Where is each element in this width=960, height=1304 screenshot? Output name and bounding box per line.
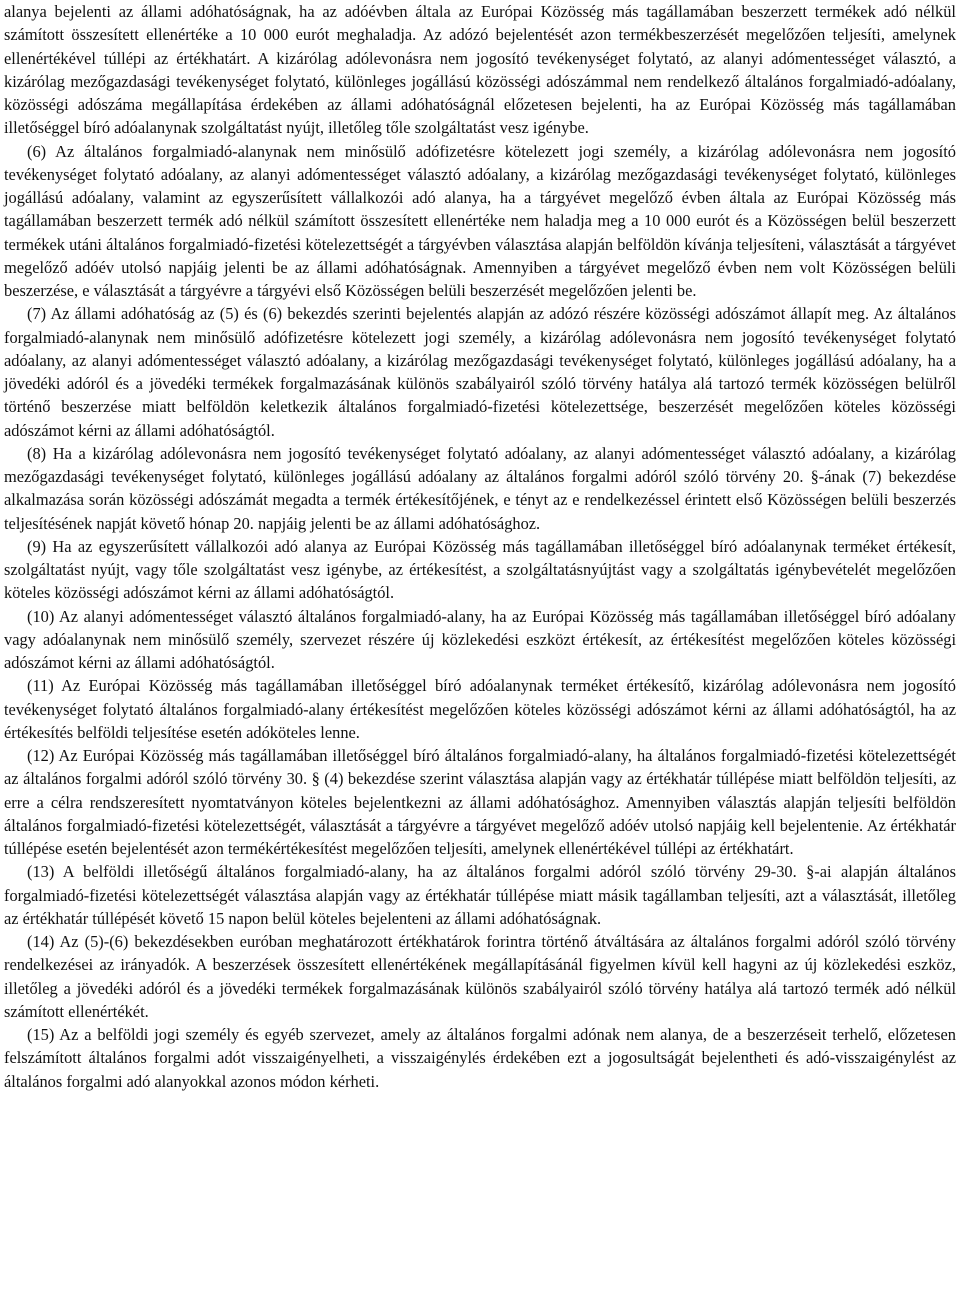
paragraph-continued-5: alanya bejelenti az állami adóhatóságnak, ha az adóévben általa az Európai Közösség más tagállamában beszerzett termékek adó nélkül számított összesített ellenértéke a 10 000 eurót meghaladja. Az adózó bejelentését azon termékbeszerzését megelőzően teljesíti, amelynek ellenértékével túllépi az értékhatárt. A kizárólag adólevonásra nem jogosító tevékenységet folytató, az alanyi adómentességet választó, a kizárólag mezőgazdasági tevékenységet folytató, különleges jogállású közösségi adószámmal nem rendelkező általános forgalmiadó-adóalany, közösségi adószáma megállapítása érdekében az állami adóhatóságnál előzetesen bejelenti, ha az Európai Közösség más tagállamában illetőséggel bíró adóalanynak szolgáltatást nyújt, illetőleg tőle szolgáltatást vesz igénybe. [4,2,956,138]
paragraph-6: (6) Az általános forgalmiadó-alanynak nem minősülő adófizetésre kötelezett jogi személy, a kizárólag adólevonásra nem jogosító tevékenységet folytató adóalany, az alanyi adómentességet választó adóalany, a kizárólag mezőgazdasági tevékenységet folytató, különleges jogállású adóalany, valamint az egyszerűsített vállalkozói adó alanya, ha a tárgyévet megelőző évben általa az Európai Közösség más tagállamában beszerzett termék adó nélkül számított összesített ellenértéke nem haladja meg a 10 000 eurót és a Közösségen belül beszerzett termékek utáni általános forgalmiadó-fizetési kötelezettségét a tárgyévben választása alapján belföldön kívánja teljesíteni, választását a tárgyévet megelőző adóév utolsó napjáig jelenti be az állami adóhatóságnak. Amennyiben a tárgyévet megelőző évben nem volt Közösségen belüli beszerzése, e választását a tárgyévre a tárgyévi első Közösségen belüli beszerzését megelőzően jelenti be. [4,141,956,300]
paragraph-14: (14) Az (5)-(6) bekezdésekben euróban meghatározott értékhatárok forintra történő átváltására az általános forgalmi adóról szóló törvény rendelkezései az irányadók. A beszerzések összesített ellenértékének megállapításánál figyelmen kívül kell hagyni az új közlekedési eszköz, illetőleg a jövedéki adóról és a jövedéki termékek forgalmazásának különös szabályairól szóló törvény hatálya alá tartozó termék adó nélkül számított ellenértékét. [4,932,956,1021]
paragraph-9: (9) Ha az egyszerűsített vállalkozói adó alanya az Európai Közösség más tagállamában illetőséggel bíró adóalanynak terméket értékesít, szolgáltatást nyújt, vagy tőle szolgáltatást vesz igénybe, az értékesítést, a szolgáltatásnyújtást vagy a szolgáltatás igénybevételét megelőzően köteles közösségi adószámot kérni az állami adóhatóságtól. [4,536,956,603]
paragraph-12: (12) Az Európai Közösség más tagállamában illetőséggel bíró általános forgalmiadó-alany, ha általános forgalmiadó-fizetési kötelezettségét az általános forgalmi adóról szóló törvény 30. § (4) bekezdése szerint választása alapján vagy az értékhatár túllépése miatt belföldön teljesíti, az erre a célra rendszeresített nyomtatványon köteles bejelentkezni az állami adóhatósághoz. Amennyiben választás alapján teljesíti belföldön általános forgalmiadó-fizetési kötelezettségét, választását a tárgyévre a tárgyévet megelőző adóév utolsó napjáig kell bejelentenie. Az értékhatár túllépése esetén bejelentését azon termékértékesítést megelőzően teljesíti, amelynek ellenértékével túllépi az értékhatárt. [4,746,956,858]
paragraph-8: (8) Ha a kizárólag adólevonásra nem jogosító tevékenységet folytató adóalany, az alanyi adómentességet választó adóalany, a kizárólag mezőgazdasági tevékenységet folytató, különleges jogállású adóalany az általános forgalmi adóról szóló törvény 20. §-ának (7) bekezdése alkalmazása során közösségi adószámát megadta a termék értékesítőjének, e tényt az e rendelkezéssel érintett első Közösségen belüli beszerzés teljesítésének napját követő hónap 20. napjáig jelenti be az állami adóhatósághoz. [4,443,956,533]
paragraph-15: (15) Az a belföldi jogi személy és egyéb szervezet, amely az általános forgalmi adónak nem alanya, de a beszerzéseit terhelő, előzetesen felszámított általános forgalmi adót visszaigényelheti, a visszaigénylés érdekében ezt a jogosultságát bejelentheti és adó-visszaigénylést az általános forgalmi adó alanyokkal azonos módon kérheti. [4,1025,956,1091]
paragraph-7: (7) Az állami adóhatóság az (5) és (6) bekezdés szerinti bejelentés alapján az adózó részére közösségi adószámot állapít meg. Az általános forgalmiadó-alanynak nem minősülő adófizetésre kötelezett jogi személy, a kizárólag adólevonásra nem jogosító tevékenységet folytató adóalany, az alanyi adómentességet választó adóalany, a kizárólag mezőgazdasági tevékenységet folytató, különleges jogállású adóalany, ha a jövedéki adóról és a jövedéki termékek forgalmazásának különös szabályairól szóló törvény hatálya alá tartozó termék közösségen belülről történő beszerzése miatt belföldön keletkezik általános forgalmiadó-fizetési kötelezettsége, beszerzését megelőzően köteles közösségi adószámot kérni az állami adóhatóságtól. [4,304,956,440]
paragraph-11: (11) Az Európai Közösség más tagállamában illetőséggel bíró adóalanynak terméket értékesítő, kizárólag adólevonásra nem jogosító tevékenységet folytató általános forgalmiadó-alany értékesítést megelőzően köteles közösségi adószámot kérni az állami adóhatóságtól, ha az értékesítés belföldi teljesítése esetén adóköteles lenne. [4,676,956,742]
paragraph-10: (10) Az alanyi adómentességet választó általános forgalmiadó-alany, ha az Európai Közösség más tagállamában illetőséggel bíró adóalany vagy adóalanynak nem minősülő személy, szervezet részére új közlekedési eszközt értékesít, az értékesítést megelőzően köteles közösségi adószámot kérni az állami adóhatóságtól. [4,606,956,672]
paragraph-13: (13) A belföldi illetőségű általános forgalmiadó-alany, ha az általános forgalmi adóról szóló törvény 29-30. §-ai alapján általános forgalmiadó-fizetési kötelezettségét választása alapján vagy az értékhatár túllépése miatt másik tagállamban teljesíti, azt a választását, illetőleg az értékhatár túllépését követő 15 napon belül köteles bejelenteni az állami adóhatóságnak. [4,862,956,928]
